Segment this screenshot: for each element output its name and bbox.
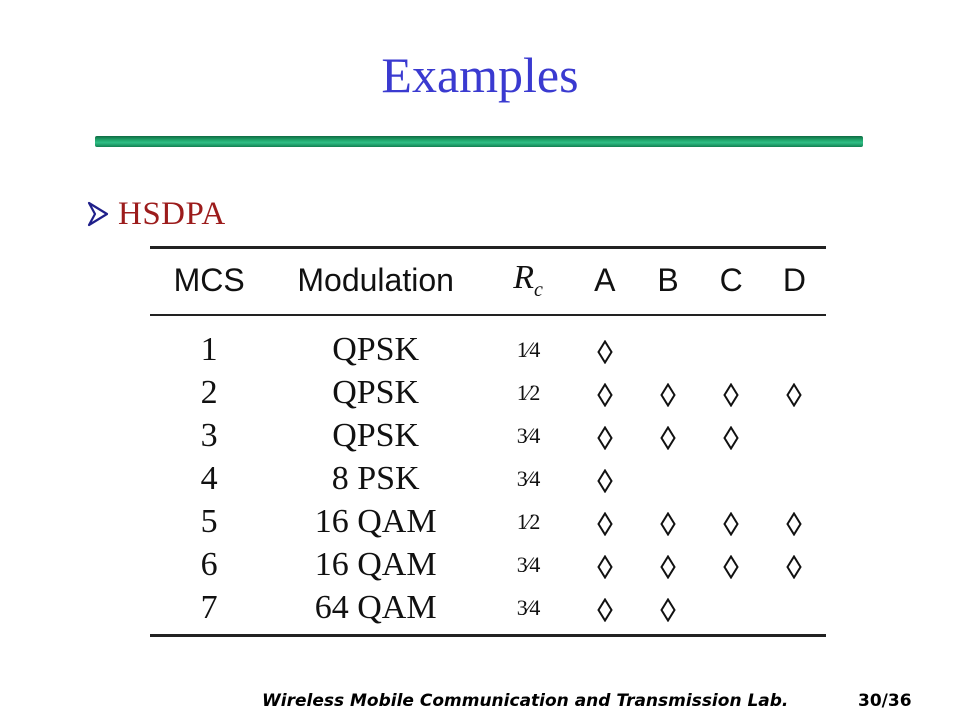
header-modulation: Modulation — [297, 261, 454, 298]
cell-category-d — [763, 371, 826, 414]
cell-mcs: 1 — [200, 330, 218, 368]
cell-category-d — [763, 414, 826, 457]
diamond-icon — [660, 555, 676, 579]
diamond-icon — [660, 426, 676, 450]
table-row — [150, 586, 826, 629]
cell-category-b — [636, 371, 699, 414]
table-header-row — [150, 246, 826, 314]
header-category-b: B — [657, 261, 679, 298]
header-rate-subscript: c — [534, 278, 543, 301]
cell-code-rate: 3⁄4 — [516, 551, 540, 577]
cell-category-c — [700, 500, 763, 543]
diamond-icon — [597, 340, 613, 364]
title-divider — [95, 136, 863, 147]
cell-category-d — [763, 543, 826, 586]
table-bottom-rule — [150, 634, 826, 637]
cell-category-d — [763, 500, 826, 543]
cell-category-b — [636, 543, 699, 586]
cell-category-d — [763, 314, 826, 371]
cell-mcs: 6 — [200, 545, 218, 583]
cell-mcs: 4 — [200, 459, 218, 497]
table-row — [150, 457, 826, 500]
cell-modulation: 64 QAM — [314, 588, 437, 626]
table-row — [150, 414, 826, 457]
cell-category-c — [700, 543, 763, 586]
cell-code-rate: 1⁄4 — [516, 336, 540, 362]
cell-mcs: 2 — [200, 373, 218, 411]
diamond-icon — [723, 426, 739, 450]
cell-category-a — [573, 543, 636, 586]
page-number: 30/36 — [858, 691, 912, 711]
diamond-icon — [597, 383, 613, 407]
bullet-label: HSDPA — [118, 195, 226, 232]
cell-category-b — [636, 500, 699, 543]
cell-category-a — [573, 457, 636, 500]
header-code-rate — [483, 246, 573, 314]
cell-category-b — [636, 414, 699, 457]
diamond-icon — [597, 512, 613, 536]
cell-code-rate: 3⁄4 — [516, 465, 540, 491]
diamond-icon — [786, 512, 802, 536]
cell-category-b — [636, 314, 699, 371]
cell-code-rate: 3⁄4 — [516, 594, 540, 620]
diamond-icon — [786, 383, 802, 407]
cell-mcs: 7 — [200, 588, 218, 626]
cell-category-c — [700, 371, 763, 414]
arrow-bullet-icon — [86, 201, 110, 227]
diamond-icon — [660, 598, 676, 622]
cell-modulation: 8 PSK — [331, 459, 420, 497]
cell-mcs: 5 — [200, 502, 218, 540]
cell-category-b — [636, 457, 699, 500]
footer-lab-name: Wireless Mobile Communication and Transmission Lab. — [262, 691, 789, 711]
cell-category-d — [763, 457, 826, 500]
cell-category-c — [700, 414, 763, 457]
cell-modulation: QPSK — [332, 330, 420, 368]
mcs-table-grid — [150, 246, 826, 629]
table-row — [150, 543, 826, 586]
header-category-c: C — [719, 261, 743, 298]
diamond-icon — [723, 512, 739, 536]
cell-category-a — [573, 314, 636, 371]
header-category-d: D — [782, 261, 806, 298]
cell-code-rate: 1⁄2 — [516, 379, 540, 405]
cell-modulation: QPSK — [332, 416, 420, 454]
cell-category-a — [573, 586, 636, 629]
diamond-icon — [660, 383, 676, 407]
cell-category-d — [763, 586, 826, 629]
cell-category-a — [573, 371, 636, 414]
table-row — [150, 371, 826, 414]
cell-category-c — [700, 314, 763, 371]
cell-category-a — [573, 500, 636, 543]
cell-category-a — [573, 414, 636, 457]
header-category-a: A — [594, 261, 616, 298]
diamond-icon — [597, 598, 613, 622]
cell-modulation: 16 QAM — [314, 545, 437, 583]
cell-category-b — [636, 586, 699, 629]
diamond-icon — [786, 555, 802, 579]
diamond-icon — [597, 555, 613, 579]
diamond-icon — [723, 383, 739, 407]
table-row — [150, 500, 826, 543]
table-body — [150, 314, 826, 629]
diamond-icon — [660, 512, 676, 536]
cell-modulation: 16 QAM — [314, 502, 437, 540]
diamond-icon — [597, 426, 613, 450]
header-rate-symbol: R — [513, 258, 535, 296]
mcs-table — [150, 246, 826, 638]
cell-code-rate: 3⁄4 — [516, 422, 540, 448]
diamond-icon — [597, 469, 613, 493]
cell-mcs: 3 — [200, 416, 218, 454]
cell-modulation: QPSK — [332, 373, 420, 411]
cell-code-rate: 1⁄2 — [516, 508, 540, 534]
table-row — [150, 314, 826, 371]
cell-category-c — [700, 457, 763, 500]
slide-title: Examples — [381, 47, 579, 103]
cell-category-c — [700, 586, 763, 629]
diamond-icon — [723, 555, 739, 579]
bullet-item — [86, 192, 226, 236]
header-mcs: MCS — [173, 261, 245, 298]
